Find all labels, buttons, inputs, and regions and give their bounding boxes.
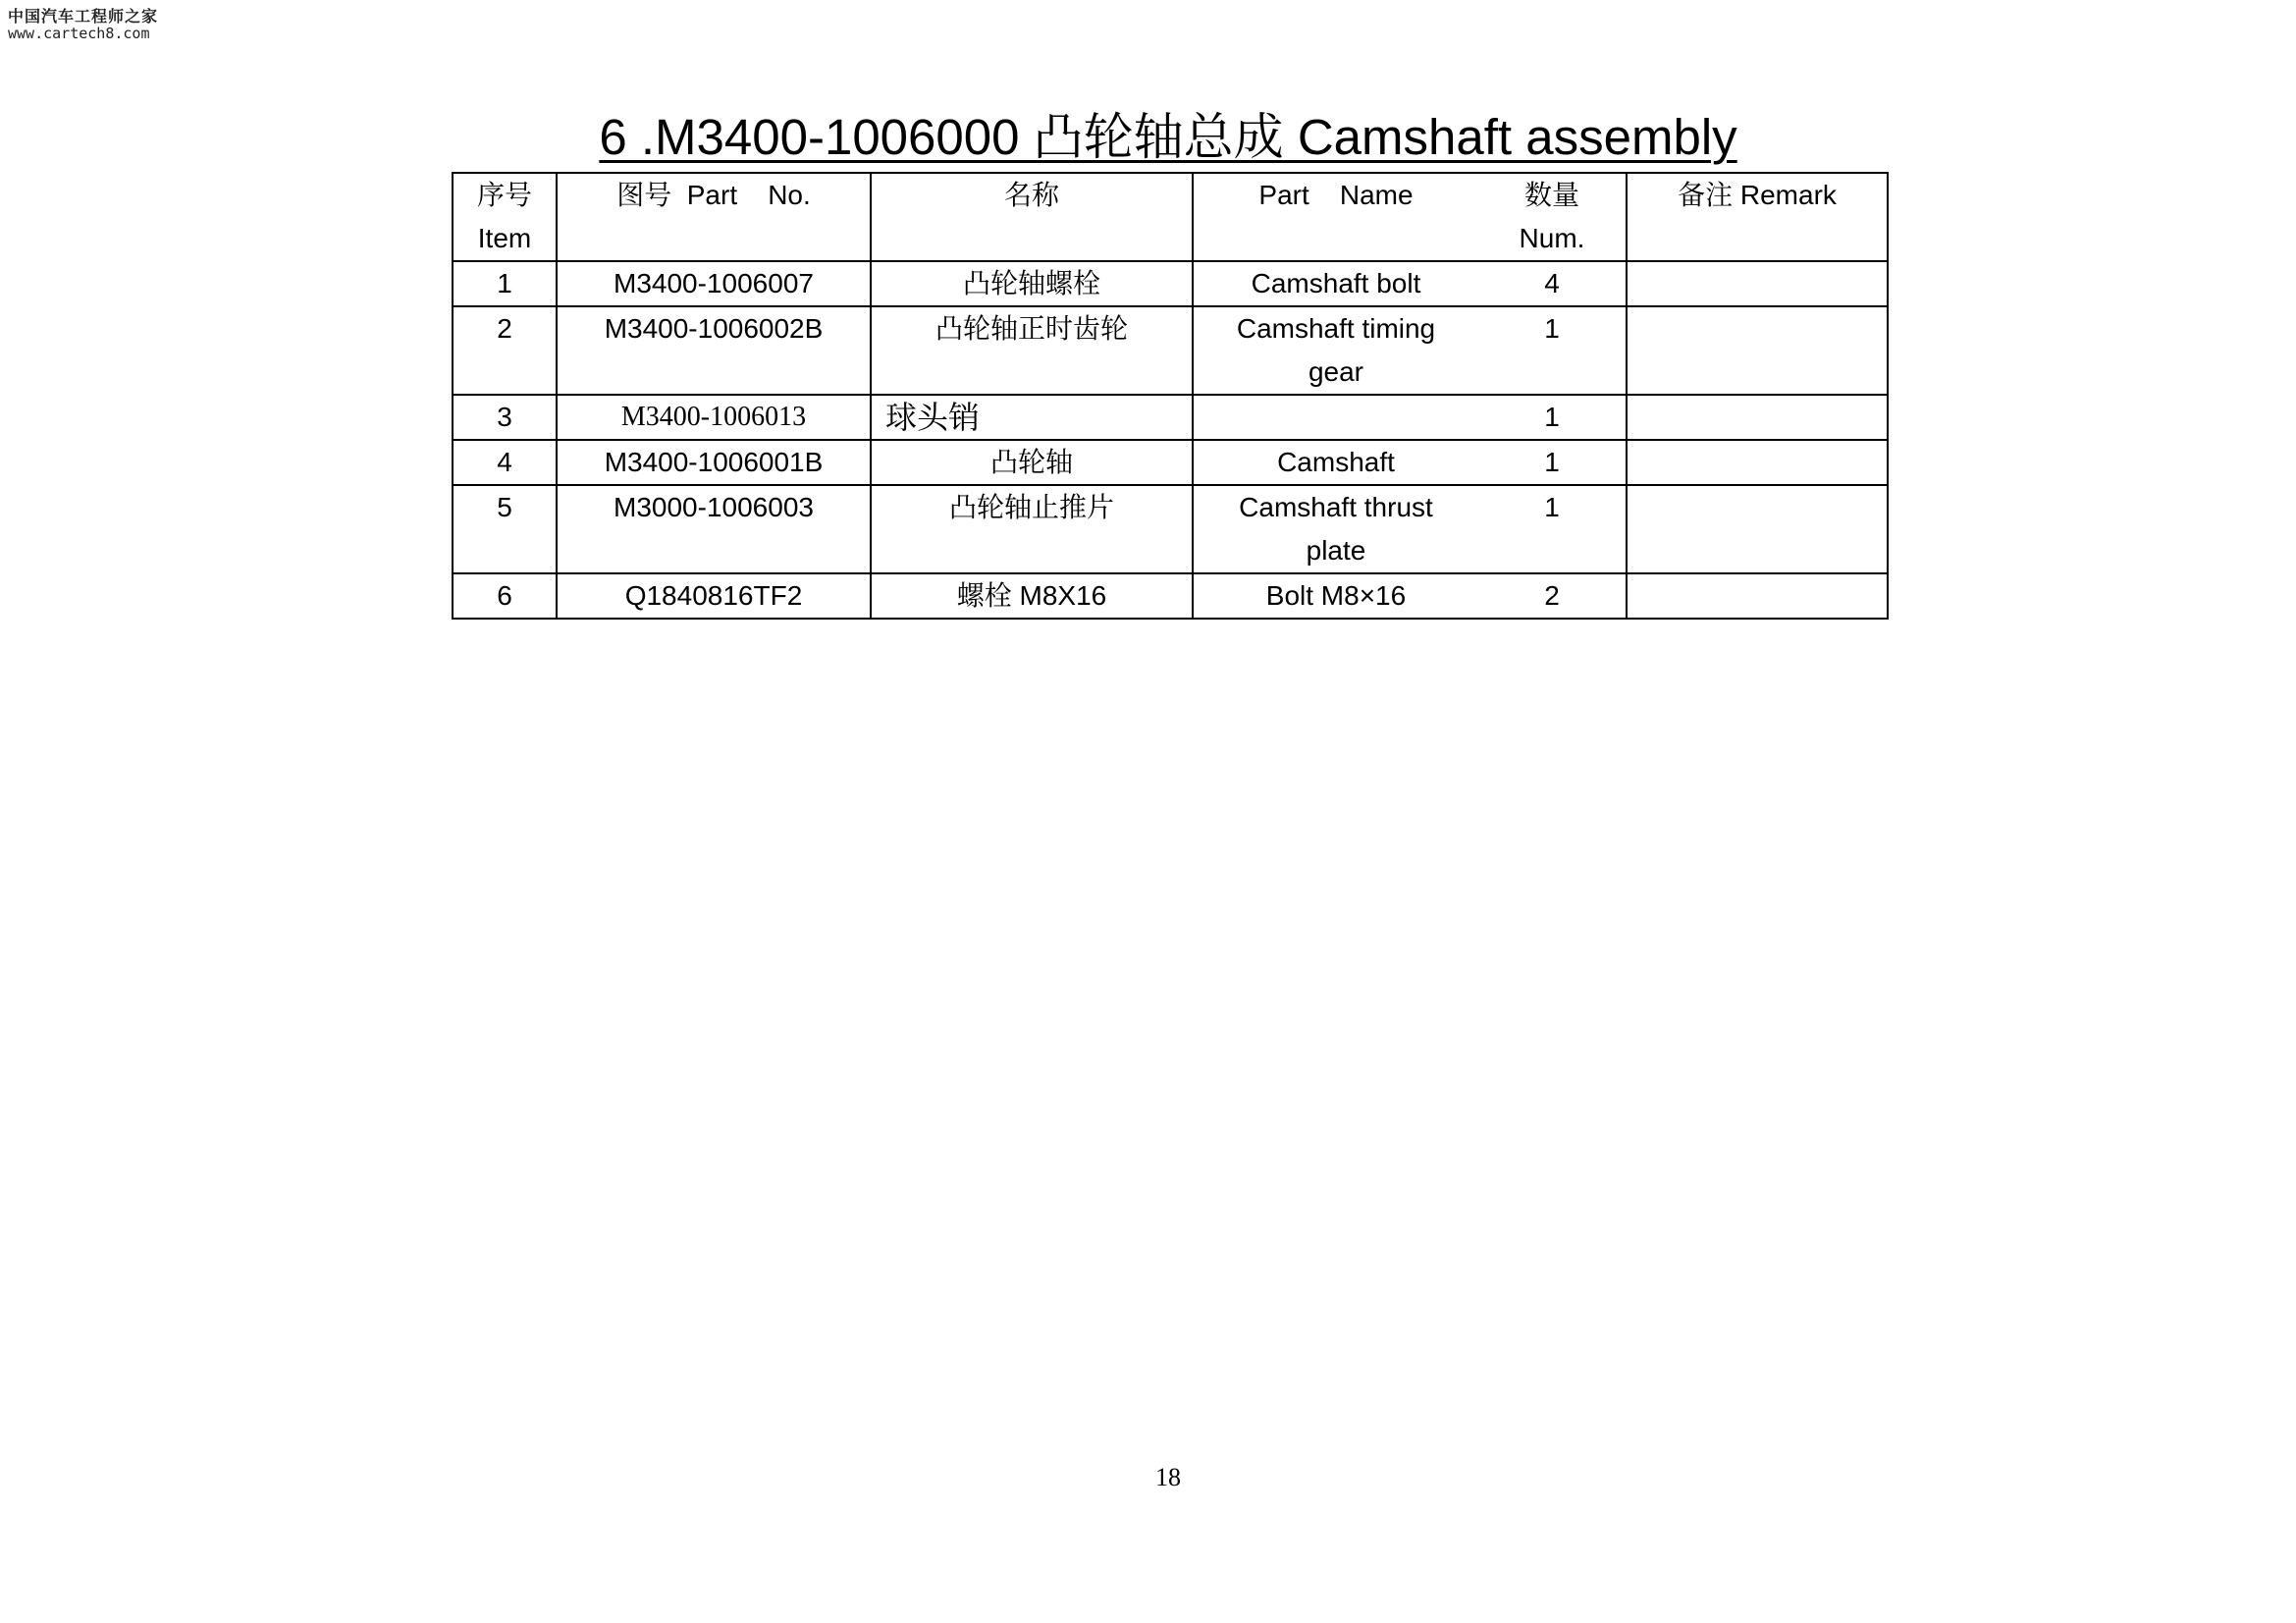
header-num-en: Num. (1519, 223, 1585, 253)
name-en-line-1: Camshaft timing (1236, 313, 1436, 344)
name-cn-cell: 螺栓 M8X16 (871, 573, 1193, 619)
remark-cell (1627, 306, 1888, 395)
name-en-num-cell (1193, 440, 1627, 485)
num: 1 (1544, 447, 1560, 477)
name-en: Camshaft bolt (1251, 268, 1421, 298)
name-en: Bolt M8×16 (1265, 580, 1407, 611)
item-cell: 5 (453, 485, 557, 573)
name-cn-cell: 凸轮轴螺栓 (871, 261, 1193, 306)
remark-cell (1627, 485, 1888, 573)
item-cell: 1 (453, 261, 557, 306)
part-no-cell: M3400-1006013 (557, 395, 871, 440)
name-en (1194, 486, 1478, 572)
watermark-site-name: 中国汽车工程师之家 (8, 7, 159, 26)
name-en-num-cell (1193, 395, 1627, 440)
part-no-cell: M3400-1006007 (557, 261, 871, 306)
name-en-line-2: gear (1308, 356, 1364, 387)
part-no-cell: M3400-1006001B (557, 440, 871, 485)
name-en (1194, 307, 1478, 394)
table-row (453, 485, 1888, 573)
name-cn-cell: 凸轮轴止推片 (871, 485, 1193, 573)
name-en-num-cell (1193, 306, 1627, 395)
table-row (453, 440, 1888, 485)
table-header-row (453, 173, 1888, 261)
header-item-cn: 序号 (476, 180, 532, 210)
page-title: 6 .M3400-1006000 凸轮轴总成 Camshaft assembly (599, 109, 1737, 165)
header-num (1478, 174, 1626, 260)
remark-cell (1627, 573, 1888, 619)
header-part-no: 图号 Part No. (557, 173, 871, 261)
item-cell: 4 (453, 440, 557, 485)
part-no-cell: Q1840816TF2 (557, 573, 871, 619)
item-cell: 3 (453, 395, 557, 440)
remark-cell (1627, 395, 1888, 440)
header-name-en-num (1193, 173, 1627, 261)
table-row (453, 573, 1888, 619)
item-cell: 2 (453, 306, 557, 395)
remark-cell (1627, 440, 1888, 485)
table-row (453, 261, 1888, 306)
num: 1 (1544, 402, 1560, 432)
name-en-num-cell (1193, 573, 1627, 619)
watermark (8, 8, 158, 43)
item-cell: 6 (453, 573, 557, 619)
name-en-line-2: plate (1306, 535, 1366, 566)
table-row (453, 395, 1888, 440)
name-en-line-1: Camshaft thrust (1239, 492, 1433, 522)
header-item (453, 173, 557, 261)
name-cn-cell: 球头销 (871, 395, 1193, 440)
name-cn-cell: 凸轮轴正时齿轮 (871, 306, 1193, 395)
part-no-cell: M3000-1006003 (557, 485, 871, 573)
header-item-en: Item (477, 223, 532, 253)
num: 4 (1544, 268, 1560, 298)
watermark-url: www.cartech8.com (8, 25, 150, 43)
num: 2 (1544, 580, 1560, 611)
header-name-en: Part Name (1258, 180, 1414, 210)
table-row (453, 306, 1888, 395)
name-en-num-cell (1193, 261, 1627, 306)
parts-table (452, 172, 1889, 620)
name-cn-cell: 凸轮轴 (871, 440, 1193, 485)
num: 1 (1544, 313, 1560, 344)
name-en: Camshaft (1277, 447, 1395, 477)
header-remark: 备注 Remark (1627, 173, 1888, 261)
page-number: 18 (1155, 1463, 1181, 1491)
part-no-cell: M3400-1006002B (557, 306, 871, 395)
remark-cell (1627, 261, 1888, 306)
header-name-cn: 名称 (871, 173, 1193, 261)
header-num-cn: 数量 (1523, 180, 1579, 210)
name-en-num-cell (1193, 485, 1627, 573)
num: 1 (1544, 492, 1560, 522)
